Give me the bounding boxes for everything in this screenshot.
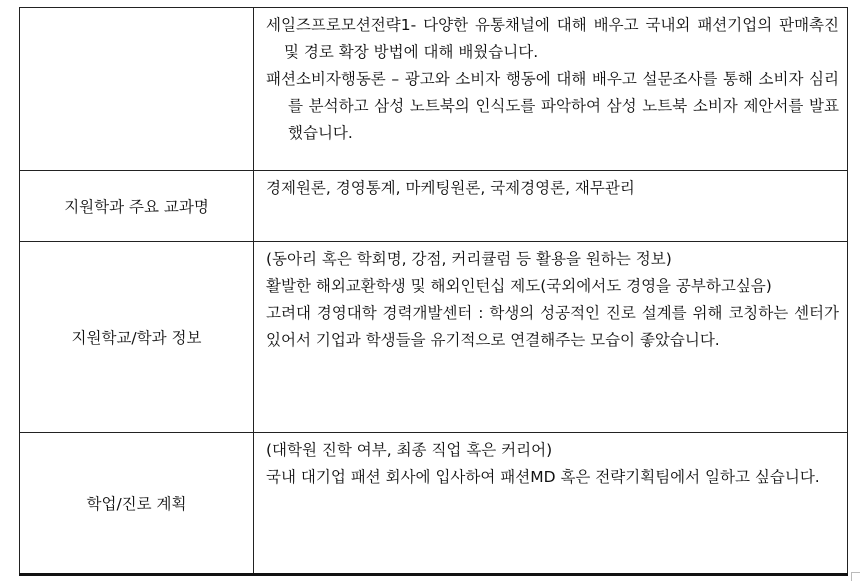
school-info-exchange: 활발한 해외교환학생 및 해외인턴십 제도(국외에서도 경영을 공부하고싶음) <box>266 277 772 295</box>
row-content <box>254 171 848 242</box>
career-plan-prompt: (대학원 진학 여부, 최종 직업 혹은 커리어) <box>266 441 553 459</box>
row-content <box>254 8 848 171</box>
table-row <box>20 433 848 575</box>
table-row <box>20 8 848 171</box>
school-info-career-center: 고려대 경영대학 경력개발센터 : 학생의 성공적인 진로 설계를 위해 코칭하는 센터가 있어서 기업과 학생들을 유기적으로 연결해주는 모습이 좋았습니다. <box>266 304 839 349</box>
application-form-table <box>19 7 848 576</box>
table-row <box>20 242 848 433</box>
page-corner-mark <box>851 572 860 581</box>
school-info-prompt: (동아리 혹은 학회명, 강점, 커리큘럼 등 활용을 원하는 정보) <box>266 250 672 268</box>
course-description-2: 패션소비자행동론 – 광고와 소비자 행동에 대해 배우고 설문조사를 통해 소비자 심리를 분석하고 삼성 노트북의 인식도를 파악하여 삼성 노트북 소비자 제안서를 발표했습니다. <box>266 70 839 142</box>
row-label: 지원학교/학과 정보 <box>20 242 254 433</box>
row-label: 지원학과 주요 교과명 <box>20 171 254 242</box>
major-courses-list: 경제원론, 경영통계, 마케팅원론, 국제경영론, 재무관리 <box>266 179 635 197</box>
course-description-1: 세일즈프로모션전략1- 다양한 유통채널에 대해 배우고 국내외 패션기업의 판매촉진 및 경로 확장 방법에 대해 배웠습니다. <box>266 16 839 61</box>
row-label: 학업/진로 계획 <box>20 433 254 575</box>
row-label <box>20 8 254 171</box>
table-row <box>20 171 848 242</box>
row-content <box>254 433 848 575</box>
career-plan-text: 국내 대기업 패션 회사에 입사하여 패션MD 혹은 전략기획팀에서 일하고 싶습니다. <box>266 468 820 486</box>
row-content <box>254 242 848 433</box>
